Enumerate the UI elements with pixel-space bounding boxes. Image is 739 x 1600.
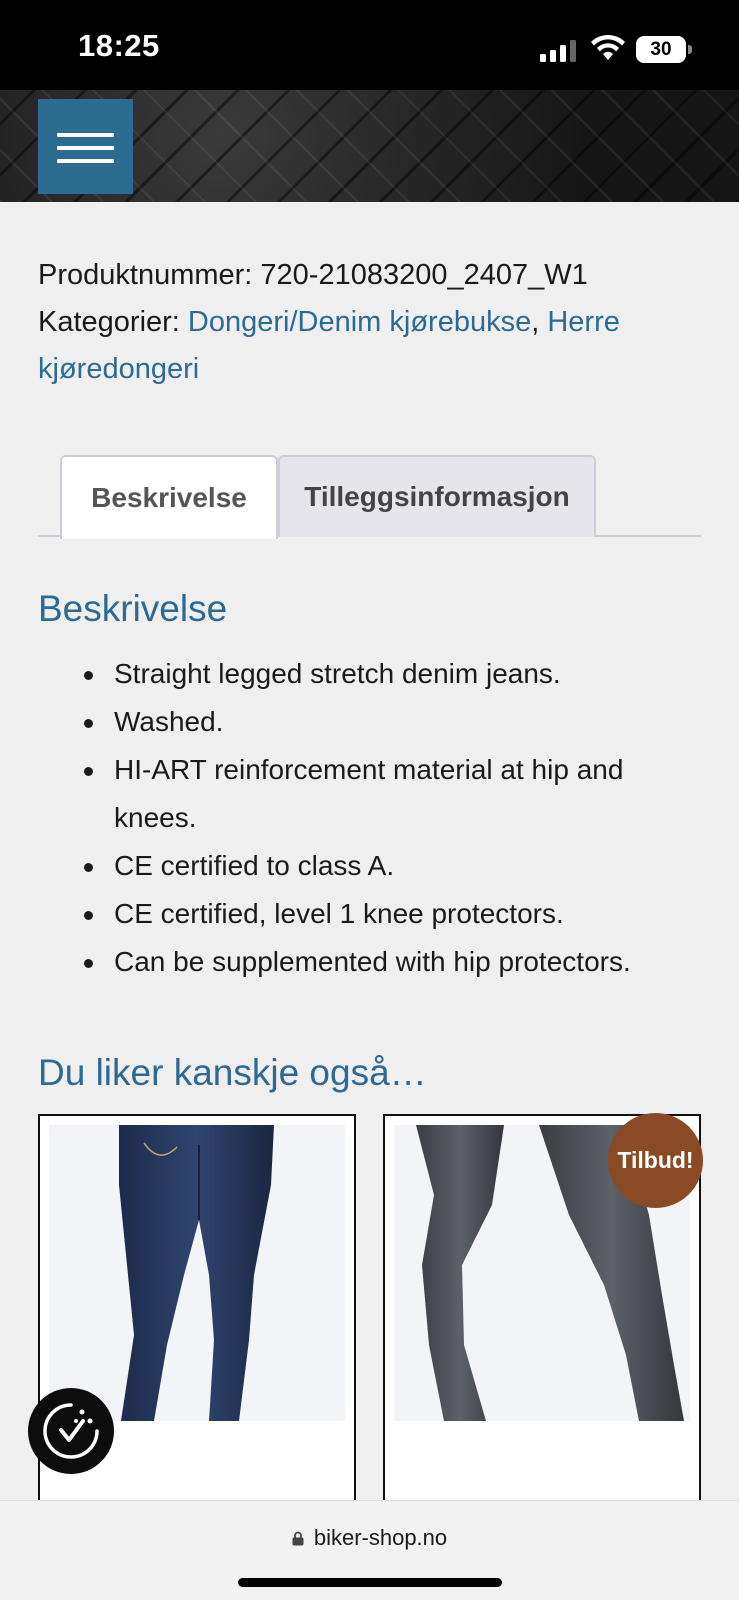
list-item: Straight legged stretch denim jeans. xyxy=(78,650,708,698)
category-link-denim[interactable]: Dongeri/Denim kjørebukse xyxy=(187,306,532,338)
lock-icon xyxy=(292,1526,304,1541)
site-header xyxy=(0,90,739,202)
cellular-signal-icon xyxy=(540,38,578,62)
sku-line xyxy=(38,252,708,299)
browser-address-bar[interactable] xyxy=(0,1500,739,1600)
wifi-icon xyxy=(590,34,626,62)
product-meta xyxy=(38,252,708,393)
list-item: HI-ART reinforcement material at hip and knees. xyxy=(78,746,708,842)
related-heading: Du liker kanskje også… xyxy=(38,1052,427,1093)
status-bar xyxy=(0,0,739,90)
categories-line xyxy=(38,299,708,393)
sku-label: Produktnummer: xyxy=(38,259,253,291)
category-separator: , xyxy=(531,306,540,338)
categories-label: Kategorier: xyxy=(38,306,180,338)
url-display[interactable] xyxy=(0,1525,739,1551)
sale-badge: Tilbud! xyxy=(608,1113,703,1208)
description-list xyxy=(78,650,708,986)
hamburger-menu-icon xyxy=(57,133,114,137)
list-item: CE certified to class A. xyxy=(78,842,708,890)
category-link-herre[interactable]: Herre kjøredongeri xyxy=(38,306,620,385)
cookie-check-icon xyxy=(28,1388,114,1474)
sku-value: 720-21083200_2407_W1 xyxy=(260,259,588,291)
home-indicator[interactable] xyxy=(238,1578,502,1587)
cookie-consent-button[interactable] xyxy=(28,1388,114,1474)
url-text: biker-shop.no xyxy=(313,1525,448,1550)
battery-level: 30 xyxy=(636,36,686,63)
list-item: CE certified, level 1 knee protectors. xyxy=(78,890,708,938)
description-heading: Beskrivelse xyxy=(38,588,228,629)
battery-icon xyxy=(636,36,692,63)
product-image-dark-blue-jeans[interactable] xyxy=(49,1125,345,1421)
product-tabs xyxy=(38,455,701,537)
list-item: Can be supplemented with hip protectors. xyxy=(78,938,708,986)
status-time: 18:25 xyxy=(78,28,160,63)
hamburger-menu-button[interactable] xyxy=(38,99,133,194)
tab-tilleggsinformasjon[interactable]: Tilleggsinformasjon xyxy=(278,455,596,537)
list-item: Washed. xyxy=(78,698,708,746)
tab-beskrivelse[interactable]: Beskrivelse xyxy=(60,455,278,539)
